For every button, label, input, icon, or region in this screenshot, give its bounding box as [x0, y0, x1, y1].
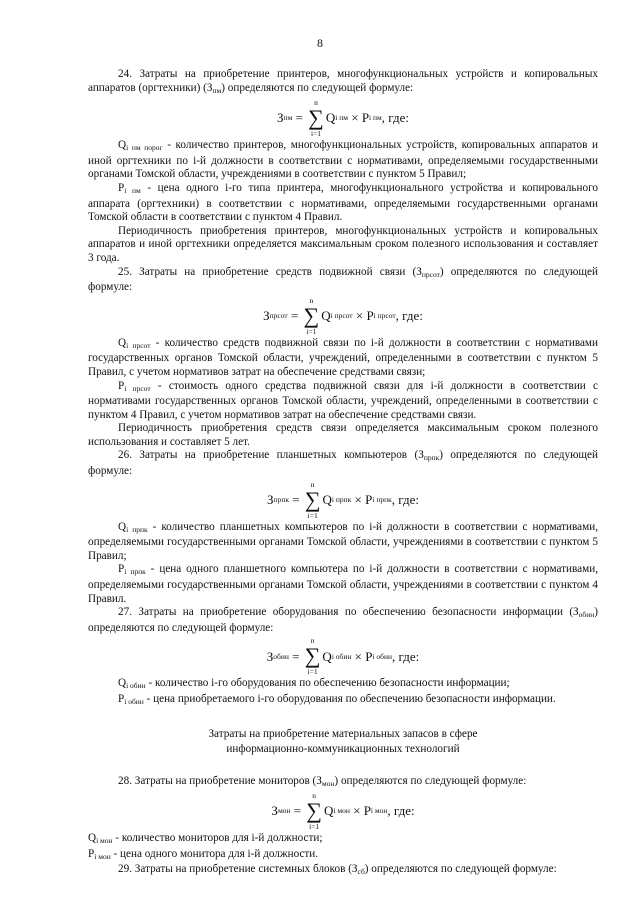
- paragraph-25-lead: 25. Затраты на приобретение средств подвижной связи $(З_{прсот})$ определяются по следующей формуле:: [88, 265, 598, 294]
- paragraph-29-lead: 29. Затраты на приобретение системных блоков $(З_{сб})$ определяются по следующей формуле:: [118, 863, 557, 877]
- section-heading: [88, 727, 598, 757]
- definition-28-q: $Q_{i мон}$ - количество мониторов для i-й должности;: [88, 832, 323, 846]
- sum-sign: n ∑ i=1: [304, 479, 321, 520]
- definition-25-q: $Q_{i прсот}$ - количество средств подвижной связи по i-й должности в соответствии с нормативами государственных органов Томской области, учреждений, определенными в соответствии с пунктом 5 Правил, с учетом нормативов затрат на обеспечение средствами связи;: [88, 336, 598, 378]
- paragraph-28-lead: 28. Затраты на приобретение мониторов $(З_{мон})$ определяются по следующей формуле:: [118, 774, 527, 788]
- formula-24: З пм = n ∑ i=1 Q i пм × P i пм , где:: [277, 98, 409, 139]
- definition-27-q: $Q_{i обин}$ - количество i-го оборудования по обеспечению безопасности информации;: [118, 677, 510, 691]
- definition-28-p: $P_{i мон}$ - цена одного монитора для i-й должности.: [88, 847, 319, 861]
- definition-24-p: $P_{i пм}$ - цена одного i-го типа принтера, многофункционального устройства и копировального аппарата (оргтехники) в соответствии с нормативами, определяемыми государственными органами Томской области в соответствии с пунктом 4 Правил.: [88, 181, 598, 224]
- definition-24-q: $Q_{i пм порог}$ - количество принтеров, многофункциональных устройств, копировальных аппаратов и иной оргтехники по i-й должности в соответствии с нормативами, определяемыми государственными органами Томской области, учреждениями в соответствии с пунктом 5 Правил;: [88, 139, 598, 181]
- sum-sign: n ∑ i=1: [306, 791, 322, 832]
- formula-25: З прсот = n ∑ i=1 Q i прсот × P i прсот , где:: [263, 295, 423, 336]
- definition-25-p: $P_{i прсот}$ - стоимость одного средства подвижной связи для i-й должности в соответствии с нормативами государственных органов Томской области, учреждений, определенными в соответствии с пунктом 4 Правил, с учетом нормативов затрат на обеспечение средствами связи.: [88, 379, 599, 421]
- document-body: [88, 68, 598, 879]
- paragraph-24-lead: 24. Затраты на приобретение принтеров, многофункциональных устройств и копировальных аппаратов (оргтехники) $(З_{пм})$ определяются по следующей формуле:: [88, 68, 598, 95]
- paragraph-24-period: Периодичность приобретения принтеров, многофункциональных устройств и копировальных аппаратов и иной оргтехники определяется максимальным сроком полезного использования и составляет 3 года.: [88, 224, 598, 264]
- sum-sign: n ∑ i=1: [304, 636, 321, 677]
- sum-sign: n ∑ i=1: [308, 98, 324, 139]
- paragraph-27-lead: 27. Затраты на приобретение оборудования по обеспечению безопасности информации $(З_{обин})$ определяются по следующей формуле:: [88, 606, 598, 634]
- section-heading-line-2: информационно-коммуникационных технологий: [226, 742, 460, 755]
- definition-27-p: $P_{i обин}$ - цена приобретаемого i-го оборудования по обеспечению безопасности информации.: [118, 693, 556, 706]
- section-heading-line-1: Затраты на приобретение материальных запасов в сфере: [208, 727, 478, 740]
- formula-27: З обин = n ∑ i=1 Q i обин × P i обин , где:: [266, 636, 420, 677]
- formula-28: З мон = n ∑ i=1 Q i мон × P i мон , где:: [271, 791, 415, 832]
- formula-26: З прпк = n ∑ i=1 Q i прпк × P i прпк , где:: [267, 479, 419, 520]
- paragraph-26-lead: 26. Затраты на приобретение планшетных компьютеров $(З_{прпк})$ определяются по следующей формуле:: [88, 449, 598, 478]
- sum-sign: n ∑ i=1: [303, 295, 320, 336]
- definition-26-q: $Q_{i прпк}$ - количество планшетных компьютеров по i-й должности в соответствии с нормативами, определяемыми государственными органами Томской области, учреждениями в соответствии с пунктом 5 Правил;: [88, 520, 598, 562]
- definition-26-p: $P_{i прпк}$ - цена одного планшетного компьютера по i-й должности в соответствии с нормативами, определяемыми государственными органами Томской области, учреждениями в соответствии с пунктом 4 Правил.: [88, 563, 598, 605]
- page-number: 8: [317, 36, 323, 50]
- paragraph-25-period: Периодичность приобретения средств связи определяется максимальным сроком полезного использования и составляет 5 лет.: [88, 422, 598, 448]
